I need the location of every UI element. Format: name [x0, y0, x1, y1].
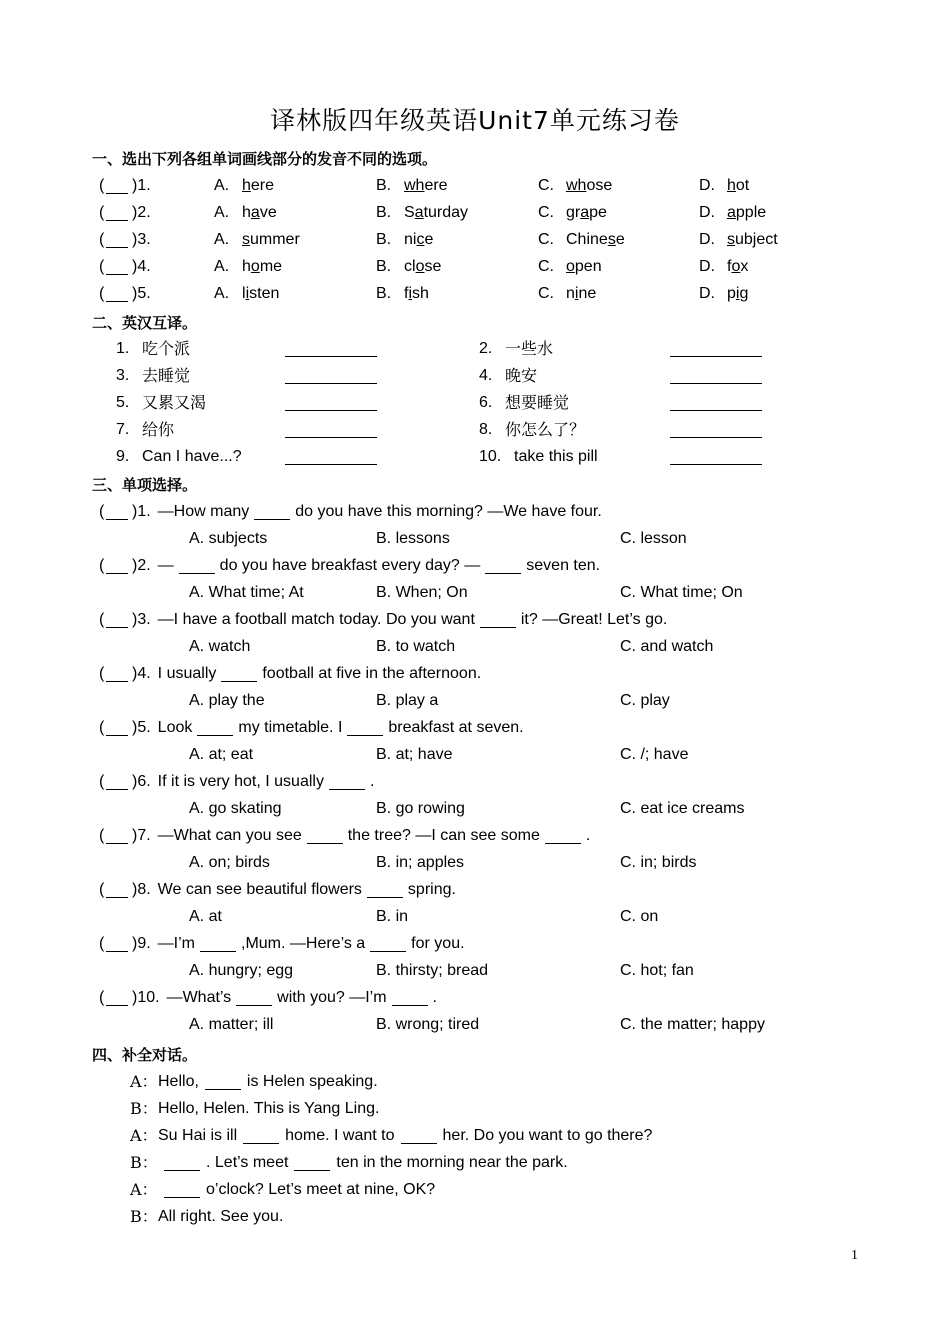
answer-blank[interactable]: [106, 220, 128, 221]
option-word: [727, 203, 766, 223]
translate-phrase: 你怎么了？: [505, 420, 586, 439]
answer-blank[interactable]: [106, 627, 128, 628]
translate-phrase: 吃个派: [142, 339, 191, 358]
option-word: [404, 257, 441, 277]
question-number: )7.: [132, 827, 151, 844]
answer-blank[interactable]: [106, 573, 128, 574]
word-part: ni: [404, 231, 417, 248]
fill-blank[interactable]: [294, 1170, 330, 1171]
section-heading: 一、选出下列各组单词画线部分的发音不同的选项。: [92, 150, 438, 168]
option-c: C. lesson: [620, 530, 687, 547]
option-word: [566, 257, 602, 277]
answer-blank[interactable]: [106, 681, 128, 682]
speaker-label: A：: [130, 1180, 158, 1199]
option-a: A. matter; ill: [189, 1016, 274, 1033]
item-number: 9.: [116, 448, 130, 465]
question-text: We can see beautiful flowers: [157, 881, 362, 898]
answer-bracket: (: [99, 231, 105, 248]
item-number: 4.: [479, 367, 493, 384]
question-text: spring.: [407, 881, 456, 898]
word-part: f: [727, 258, 732, 275]
answer-blank[interactable]: [106, 789, 128, 790]
option-letter: C.: [538, 204, 554, 221]
option-b: B. lessons: [376, 530, 450, 547]
option-a: A. go skating: [189, 800, 282, 817]
fill-blank[interactable]: [347, 735, 383, 736]
speaker-label: A：: [130, 1126, 158, 1145]
question-text: —I have a football match today. Do you want: [157, 611, 475, 628]
question-text: it? —Great! Let’s go.: [520, 611, 668, 628]
word-part: ot: [735, 177, 750, 194]
item-number: 7.: [116, 421, 130, 438]
answer-bracket: (: [99, 881, 105, 898]
answer-line[interactable]: [285, 410, 377, 411]
question-number: )10.: [132, 989, 160, 1006]
translate-phrase: 给你: [142, 420, 175, 439]
dialogue-text: Hello,: [158, 1073, 199, 1090]
word-part: se: [424, 258, 442, 275]
answer-blank[interactable]: [106, 193, 128, 194]
answer-blank[interactable]: [106, 951, 128, 952]
answer-bracket: (: [99, 827, 105, 844]
question-number: )5.: [132, 285, 151, 302]
dialogue-text: All right. See you.: [158, 1208, 284, 1225]
option-c: C. on: [620, 908, 659, 925]
fill-blank[interactable]: [367, 897, 403, 898]
option-letter: D.: [699, 285, 715, 302]
fill-blank[interactable]: [197, 735, 233, 736]
answer-line[interactable]: [285, 437, 377, 438]
dialogue-text: . Let’s meet: [206, 1154, 289, 1171]
word-part: S: [404, 204, 415, 221]
underlined-letters: i: [735, 285, 740, 302]
word-part: cl: [404, 258, 416, 275]
answer-line[interactable]: [670, 356, 762, 357]
word-part: pple: [735, 204, 767, 221]
answer-bracket: (: [99, 719, 105, 736]
speaker-label: A：: [130, 1072, 158, 1091]
question-text: ,Mum. —Here’s a: [241, 935, 366, 952]
question-text: .: [432, 989, 437, 1006]
word-part: ummer: [250, 231, 300, 248]
answer-line[interactable]: [670, 410, 762, 411]
speaker-label: B：: [130, 1207, 158, 1226]
option-letter: B.: [376, 285, 392, 302]
question-text: .: [369, 773, 375, 790]
option-word: [242, 284, 279, 304]
answer-line[interactable]: [285, 356, 377, 357]
word-part: h: [242, 258, 251, 275]
answer-bracket: (: [99, 989, 105, 1006]
dialogue-text: Su Hai is ill: [158, 1127, 238, 1144]
question-text: —I’m: [157, 935, 195, 952]
word-part: turday: [423, 204, 469, 221]
fill-blank[interactable]: [221, 681, 257, 682]
answer-line[interactable]: [285, 464, 377, 465]
item-number: 1.: [116, 340, 130, 357]
option-letter: A.: [214, 231, 230, 248]
question-number: )1.: [132, 177, 151, 194]
question-number: )2.: [132, 557, 151, 574]
word-part: Chine: [566, 231, 608, 248]
option-a: A. subjects: [189, 530, 268, 547]
option-letter: A.: [214, 204, 230, 221]
question-number: )8.: [132, 881, 151, 898]
page-number: 1: [851, 1248, 858, 1263]
answer-blank[interactable]: [106, 519, 128, 520]
option-word: [242, 257, 282, 277]
dialogue-text: is Helen speaking.: [246, 1073, 378, 1090]
fill-blank[interactable]: [205, 1089, 241, 1090]
option-letter: C.: [538, 258, 554, 275]
answer-blank[interactable]: [106, 735, 128, 736]
question-number: )4.: [132, 258, 151, 275]
underlined-letters: a: [414, 204, 424, 221]
underlined-letters: i: [245, 285, 250, 302]
option-word: [404, 176, 448, 196]
question-number: )4.: [132, 665, 151, 682]
question-text: —How many: [157, 503, 250, 520]
underlined-letters: s: [727, 231, 735, 248]
option-a: A. on; birds: [189, 854, 270, 871]
option-b: B. at; have: [376, 746, 453, 763]
option-word: [727, 176, 749, 196]
question-number: )2.: [132, 204, 151, 221]
page-title: 译林版四年级英语Unit7单元练习卷: [270, 106, 680, 135]
word-part: me: [259, 258, 283, 275]
translate-phrase: 晚安: [505, 366, 538, 385]
option-c: C. and watch: [620, 638, 714, 655]
option-b: B. go rowing: [376, 800, 465, 817]
question-number: )9.: [132, 935, 151, 952]
option-letter: C.: [538, 231, 554, 248]
underlined-letters: s: [242, 231, 250, 248]
option-letter: A.: [214, 177, 230, 194]
option-word: [242, 230, 300, 250]
option-letter: D.: [699, 231, 715, 248]
item-number: 3.: [116, 367, 130, 384]
section-heading: 三、单项选择。: [92, 476, 198, 494]
answer-bracket: (: [99, 611, 105, 628]
option-letter: D.: [699, 177, 715, 194]
option-b: B. When; On: [376, 584, 468, 601]
translate-phrase: 一些水: [505, 339, 554, 358]
word-part: sh: [412, 285, 429, 302]
dialogue-text: Hello, Helen. This is Yang Ling.: [158, 1100, 380, 1117]
word-part: sten: [249, 285, 280, 302]
option-letter: B.: [376, 177, 392, 194]
item-number: 5.: [116, 394, 130, 411]
question-number: )6.: [132, 773, 151, 790]
option-letter: B.: [376, 258, 392, 275]
option-b: B. wrong; tired: [376, 1016, 480, 1033]
option-letter: A.: [214, 258, 230, 275]
translate-phrase: take this pill: [514, 448, 598, 465]
answer-blank[interactable]: [106, 843, 128, 844]
answer-blank[interactable]: [106, 274, 128, 275]
fill-blank[interactable]: [254, 519, 290, 520]
option-word: [566, 203, 607, 223]
word-part: ere: [250, 177, 275, 194]
question-text: —What’s: [166, 989, 232, 1006]
fill-blank[interactable]: [485, 573, 521, 574]
option-word: [566, 230, 625, 250]
underlined-letters: s: [607, 231, 616, 248]
underlined-letters: a: [250, 204, 260, 221]
question-number: )1.: [132, 503, 151, 520]
item-number: 10.: [479, 448, 502, 465]
underlined-letters: a: [727, 204, 736, 221]
word-part: pe: [589, 204, 607, 221]
answer-line[interactable]: [285, 383, 377, 384]
question-text: do you have breakfast every day? —: [219, 557, 481, 574]
answer-bracket: (: [99, 177, 105, 194]
underlined-letters: o: [566, 258, 575, 275]
question-text: Look: [157, 719, 193, 736]
word-part: f: [404, 285, 409, 302]
option-b: B. thirsty; bread: [376, 962, 489, 979]
item-number: 8.: [479, 421, 493, 438]
option-word: [404, 203, 468, 223]
option-word: [404, 284, 429, 304]
option-letter: B.: [376, 231, 392, 248]
word-part: ubject: [735, 231, 778, 248]
answer-blank[interactable]: [106, 1005, 128, 1006]
option-a: A. at: [189, 908, 222, 925]
answer-bracket: (: [99, 557, 105, 574]
word-part: ere: [424, 177, 448, 194]
underlined-letters: i: [408, 285, 413, 302]
option-c: C. eat ice creams: [620, 800, 745, 817]
option-c: C. play: [620, 692, 670, 709]
question-text: —What can you see: [157, 827, 302, 844]
option-b: B. in; apples: [376, 854, 465, 871]
speaker-label: B：: [130, 1099, 158, 1118]
word-part: gr: [566, 204, 581, 221]
underlined-letters: o: [731, 258, 741, 275]
question-text: —: [157, 557, 174, 574]
option-word: [727, 284, 748, 304]
dialogue-text: o’clock? Let’s meet at nine, OK?: [206, 1181, 436, 1198]
answer-bracket: (: [99, 285, 105, 302]
word-part: ose: [586, 177, 613, 194]
option-a: A. at; eat: [189, 746, 254, 763]
answer-bracket: (: [99, 935, 105, 952]
translate-phrase: 想要睡觉: [505, 393, 570, 412]
option-b: B. to watch: [376, 638, 456, 655]
word-part: x: [740, 258, 749, 275]
word-part: ne: [578, 285, 597, 302]
answer-blank[interactable]: [106, 247, 128, 248]
question-text: for you.: [411, 935, 465, 952]
answer-line[interactable]: [670, 437, 762, 438]
question-text: do you have this morning? —We have four.: [295, 503, 602, 520]
section-heading: 四、补全对话。: [92, 1046, 198, 1064]
fill-blank[interactable]: [480, 627, 516, 628]
underlined-letters: i: [574, 285, 579, 302]
answer-bracket: (: [99, 258, 105, 275]
dialogue-text: home. I want to: [285, 1127, 395, 1144]
option-letter: D.: [699, 258, 715, 275]
word-part: n: [566, 285, 575, 302]
fill-blank[interactable]: [164, 1170, 200, 1171]
option-a: A. watch: [189, 638, 251, 655]
word-part: ve: [259, 204, 277, 221]
option-word: [566, 284, 596, 304]
option-a: A. hungry; egg: [189, 962, 294, 979]
fill-blank[interactable]: [392, 1005, 428, 1006]
answer-bracket: (: [99, 503, 105, 520]
answer-bracket: (: [99, 665, 105, 682]
question-text: breakfast at seven.: [388, 719, 524, 736]
underlined-letters: c: [416, 231, 425, 248]
option-b: B. in: [376, 908, 409, 925]
dialogue-text: her. Do you want to go there?: [442, 1127, 653, 1144]
question-number: )5.: [132, 719, 151, 736]
question-number: )3.: [132, 231, 151, 248]
option-letter: B.: [376, 204, 392, 221]
word-part: g: [739, 285, 749, 302]
word-part: l: [242, 285, 246, 302]
speaker-label: B：: [130, 1153, 158, 1172]
question-text: my timetable. I: [238, 719, 343, 736]
option-c: C. What time; On: [620, 584, 743, 601]
item-number: 2.: [479, 340, 493, 357]
option-a: A. play the: [189, 692, 265, 709]
option-word: [566, 176, 612, 196]
question-text: with you? —I’m: [277, 989, 387, 1006]
option-word: [727, 230, 778, 250]
fill-blank[interactable]: [236, 1005, 272, 1006]
underlined-letters: wh: [404, 177, 425, 194]
answer-bracket: (: [99, 204, 105, 221]
question-text: .: [585, 827, 591, 844]
option-letter: C.: [538, 177, 554, 194]
fill-blank[interactable]: [401, 1143, 437, 1144]
answer-bracket: (: [99, 773, 105, 790]
option-c: C. hot; fan: [620, 962, 694, 979]
translate-phrase: 又累又渴: [142, 393, 207, 412]
option-c: C. /; have: [620, 746, 689, 763]
answer-blank[interactable]: [106, 897, 128, 898]
fill-blank[interactable]: [545, 843, 581, 844]
fill-blank[interactable]: [164, 1197, 200, 1198]
question-number: )3.: [132, 611, 151, 628]
underlined-letters: o: [250, 258, 260, 275]
fill-blank[interactable]: [200, 951, 236, 952]
option-letter: C.: [538, 285, 554, 302]
option-word: [242, 176, 274, 196]
answer-blank[interactable]: [106, 301, 128, 302]
underlined-letters: h: [727, 177, 736, 194]
translate-phrase: Can I have...?: [142, 448, 242, 465]
section-heading: 二、英汉互译。: [92, 314, 198, 332]
option-word: [242, 203, 277, 223]
dialogue-text: ten in the morning near the park.: [336, 1154, 568, 1171]
fill-blank[interactable]: [243, 1143, 279, 1144]
question-text: football at five in the afternoon.: [262, 665, 482, 682]
option-word: [404, 230, 433, 250]
translate-phrase: 去睡觉: [142, 366, 191, 385]
fill-blank[interactable]: [329, 789, 365, 790]
underlined-letters: wh: [566, 177, 587, 194]
option-a: A. What time; At: [189, 584, 304, 601]
option-b: B. play a: [376, 692, 439, 709]
word-part: pen: [574, 258, 602, 275]
item-number: 6.: [479, 394, 493, 411]
question-text: seven ten.: [526, 557, 601, 574]
underlined-letters: o: [415, 258, 425, 275]
fill-blank[interactable]: [179, 573, 215, 574]
answer-line[interactable]: [670, 383, 762, 384]
question-text: the tree? —I can see some: [347, 827, 540, 844]
option-word: [727, 257, 748, 277]
word-part: e: [615, 231, 625, 248]
fill-blank[interactable]: [370, 951, 406, 952]
underlined-letters: h: [242, 177, 251, 194]
question-text: If it is very hot, I usually: [157, 773, 324, 790]
option-letter: A.: [214, 285, 230, 302]
question-text: I usually: [157, 665, 217, 682]
word-part: p: [727, 285, 736, 302]
word-part: h: [242, 204, 251, 221]
option-c: C. the matter; happy: [620, 1016, 765, 1033]
fill-blank[interactable]: [307, 843, 343, 844]
option-c: C. in; birds: [620, 854, 697, 871]
answer-line[interactable]: [670, 464, 762, 465]
underlined-letters: a: [580, 204, 590, 221]
word-part: e: [424, 231, 434, 248]
option-letter: D.: [699, 204, 715, 221]
